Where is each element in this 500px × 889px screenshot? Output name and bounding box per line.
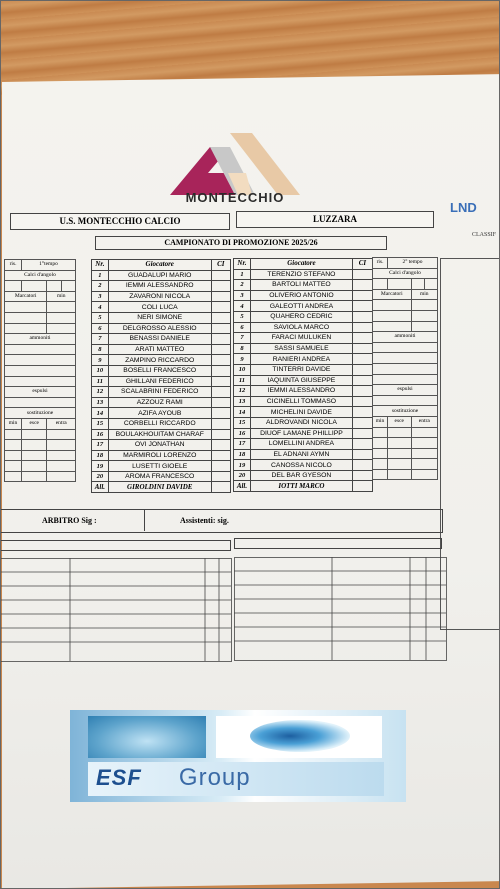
player-name: GHILLANI FEDERICO bbox=[108, 376, 211, 387]
player-row bbox=[92, 270, 231, 281]
player-name: OLIVERIO ANTONIO bbox=[250, 290, 352, 301]
classif-label: CLASSIF bbox=[472, 232, 497, 238]
player-number: 20 bbox=[92, 471, 109, 482]
expelled-label: espulsi bbox=[5, 387, 76, 398]
player-number: 20 bbox=[234, 470, 251, 481]
player-name: NERI SIMONE bbox=[108, 312, 211, 323]
player-row bbox=[92, 440, 231, 451]
corners-label: Calci d'angolo bbox=[5, 270, 76, 281]
player-number: 4 bbox=[92, 302, 109, 313]
player-row bbox=[234, 396, 373, 407]
sponsor-mark: ESF bbox=[96, 765, 142, 790]
player-name: LOMELLINI ANDREA bbox=[250, 439, 352, 450]
player-number: 11 bbox=[234, 375, 251, 386]
substitution-label: sostituzione bbox=[373, 406, 438, 417]
player-name: DIUOF LAMANE PHILLIPP bbox=[250, 428, 352, 439]
player-row bbox=[234, 364, 373, 375]
player-name: TINTERRI DAVIDE bbox=[250, 364, 352, 375]
minute-label: min bbox=[411, 289, 437, 300]
player-row bbox=[92, 302, 231, 313]
notes-box-right bbox=[234, 538, 442, 549]
player-ci bbox=[211, 302, 230, 313]
scorers-label: Marcatori bbox=[373, 289, 412, 300]
player-ci bbox=[352, 311, 372, 322]
championship-title: CAMPIONATO DI PROMOZIONE 2025/26 bbox=[95, 236, 387, 250]
player-ci bbox=[352, 375, 372, 386]
logo-wordmark: MONTECCHIO bbox=[185, 190, 285, 205]
player-number: 13 bbox=[92, 397, 109, 408]
player-number: 10 bbox=[92, 365, 109, 376]
player-ci bbox=[352, 460, 372, 471]
warned-label: ammoniti bbox=[373, 332, 438, 343]
player-row bbox=[234, 428, 373, 439]
player-number: 18 bbox=[92, 450, 109, 461]
player-header: Giocatore bbox=[250, 259, 352, 270]
player-ci bbox=[211, 270, 230, 281]
away-team-name: LUZZARA bbox=[236, 211, 434, 228]
substitution-label: sostituzione bbox=[5, 408, 76, 419]
player-name: BOSELLI FRANCESCO bbox=[108, 365, 211, 376]
nr-header: Nr. bbox=[234, 259, 251, 270]
player-name: ALDROVANDI NICOLA bbox=[250, 417, 352, 428]
player-name: SAVIOLA MARCO bbox=[250, 322, 352, 333]
player-ci bbox=[352, 333, 372, 344]
expelled-label: espulsi bbox=[373, 385, 438, 396]
player-number: 8 bbox=[92, 344, 109, 355]
player-number: 7 bbox=[92, 334, 109, 345]
sponsor-group-text: Group bbox=[178, 764, 251, 791]
player-ci bbox=[352, 407, 372, 418]
player-number: 6 bbox=[234, 322, 251, 333]
sub-minute-label: min bbox=[5, 418, 22, 429]
player-number: 19 bbox=[234, 460, 251, 471]
player-row bbox=[92, 397, 231, 408]
player-row bbox=[234, 333, 373, 344]
player-number: 1 bbox=[92, 270, 109, 281]
player-ci bbox=[211, 291, 230, 302]
player-number: 18 bbox=[234, 449, 251, 460]
player-ci bbox=[352, 290, 372, 301]
player-name: COLI LUCA bbox=[108, 302, 211, 313]
player-number: 15 bbox=[234, 417, 251, 428]
player-row bbox=[92, 312, 231, 323]
player-number: 13 bbox=[234, 396, 251, 407]
player-row bbox=[234, 301, 373, 312]
referee-label: ARBITRO Sig : bbox=[42, 516, 97, 525]
player-ci bbox=[352, 439, 372, 450]
player-ci bbox=[211, 387, 230, 398]
player-ci bbox=[352, 449, 372, 460]
player-number: 8 bbox=[234, 343, 251, 354]
player-name: GIROLDINI DAVIDE bbox=[108, 482, 211, 493]
player-number: 12 bbox=[234, 386, 251, 397]
player-name: OVI JONATHAN bbox=[108, 440, 211, 451]
scorers-label: Marcatori bbox=[5, 291, 47, 302]
player-row bbox=[234, 449, 373, 460]
player-ci bbox=[211, 344, 230, 355]
player-name: AZZOUZ RAMI bbox=[108, 397, 211, 408]
player-ci bbox=[211, 471, 230, 482]
player-name: TERENZIO STEFANO bbox=[250, 269, 352, 280]
nr-header: Nr. bbox=[92, 260, 109, 271]
player-name: GALEOTTI ANDREA bbox=[250, 301, 352, 312]
player-row bbox=[234, 470, 373, 481]
player-row bbox=[234, 481, 373, 492]
player-row bbox=[234, 375, 373, 386]
player-ci bbox=[352, 396, 372, 407]
player-ci bbox=[352, 364, 372, 375]
player-number: 12 bbox=[92, 387, 109, 398]
player-row bbox=[234, 386, 373, 397]
player-header: Giocatore bbox=[108, 260, 211, 271]
away-roster-table bbox=[233, 258, 373, 492]
player-name: SCALABRINI FEDERICO bbox=[108, 387, 211, 398]
player-name: IAQUINTA GIUSEPPE bbox=[250, 375, 352, 386]
player-number: 14 bbox=[234, 407, 251, 418]
ci-header: CI bbox=[352, 259, 372, 270]
player-ci bbox=[211, 440, 230, 451]
player-number: 7 bbox=[234, 333, 251, 344]
player-name: GUADALUPI MARIO bbox=[108, 270, 211, 281]
sub-out-label: esce bbox=[388, 416, 412, 427]
player-ci bbox=[352, 301, 372, 312]
player-name: FARACI MULUKEN bbox=[250, 333, 352, 344]
player-row bbox=[92, 365, 231, 376]
player-row bbox=[92, 355, 231, 366]
notes-box-left bbox=[0, 540, 231, 551]
player-ci bbox=[352, 269, 372, 280]
corners-label: Calci d'angolo bbox=[373, 268, 438, 279]
player-row bbox=[92, 408, 231, 419]
minute-label: min bbox=[47, 291, 76, 302]
player-number: 17 bbox=[92, 440, 109, 451]
warned-label: ammoniti bbox=[5, 334, 76, 345]
player-name: SASSI SAMUELE bbox=[250, 343, 352, 354]
player-name: AROMA FRANCESCO bbox=[108, 471, 211, 482]
player-row bbox=[234, 311, 373, 322]
player-ci bbox=[211, 334, 230, 345]
player-ci bbox=[211, 461, 230, 472]
player-row bbox=[92, 471, 231, 482]
player-name: IOTTI MARCO bbox=[250, 481, 352, 492]
player-name: ZAMPINO RICCARDO bbox=[108, 355, 211, 366]
player-ci bbox=[211, 376, 230, 387]
player-name: DEL BAR GYESON bbox=[250, 470, 352, 481]
player-ci bbox=[211, 450, 230, 461]
player-row bbox=[234, 343, 373, 354]
player-number: 9 bbox=[92, 355, 109, 366]
player-ci bbox=[211, 429, 230, 440]
away-side-panel bbox=[372, 257, 438, 480]
player-row bbox=[92, 291, 231, 302]
player-ci bbox=[352, 386, 372, 397]
assistants-label: Assistenti: sig. bbox=[180, 516, 229, 525]
player-row bbox=[92, 482, 231, 493]
player-ci bbox=[211, 365, 230, 376]
player-number: 14 bbox=[92, 408, 109, 419]
player-ci bbox=[352, 322, 372, 333]
player-row bbox=[92, 376, 231, 387]
player-number: 9 bbox=[234, 354, 251, 365]
player-number: All. bbox=[92, 482, 109, 493]
player-row bbox=[92, 461, 231, 472]
lower-grid-right bbox=[234, 557, 448, 661]
player-number: 5 bbox=[234, 311, 251, 322]
player-number: 16 bbox=[92, 429, 109, 440]
player-row bbox=[234, 407, 373, 418]
player-name: BARTOLI MATTEO bbox=[250, 280, 352, 291]
player-number: 17 bbox=[234, 439, 251, 450]
player-name: AZIFA AYOUB bbox=[108, 408, 211, 419]
player-number: 19 bbox=[92, 461, 109, 472]
player-number: 2 bbox=[92, 281, 109, 292]
player-row bbox=[92, 450, 231, 461]
player-ci bbox=[352, 343, 372, 354]
player-number: 11 bbox=[92, 376, 109, 387]
player-name: RANIERI ANDREA bbox=[250, 354, 352, 365]
player-row bbox=[234, 290, 373, 301]
sub-in-label: entra bbox=[411, 416, 437, 427]
sponsor-logo-text bbox=[96, 764, 251, 792]
player-row bbox=[92, 418, 231, 429]
player-name: MICHELINI DAVIDE bbox=[250, 407, 352, 418]
player-row bbox=[234, 280, 373, 291]
player-name: CANOSSA NICOLO bbox=[250, 460, 352, 471]
player-ci bbox=[211, 323, 230, 334]
player-number: 6 bbox=[92, 323, 109, 334]
player-ci bbox=[211, 397, 230, 408]
player-ci bbox=[352, 417, 372, 428]
player-number: 4 bbox=[234, 301, 251, 312]
player-row bbox=[234, 460, 373, 471]
player-name: DELGROSSO ALESSIO bbox=[108, 323, 211, 334]
player-name: IEMMI ALESSANDRO bbox=[250, 386, 352, 397]
player-number: 2 bbox=[234, 280, 251, 291]
player-ci bbox=[352, 354, 372, 365]
player-ci bbox=[211, 408, 230, 419]
player-row bbox=[234, 354, 373, 365]
player-row bbox=[92, 429, 231, 440]
player-row bbox=[92, 387, 231, 398]
player-row bbox=[234, 269, 373, 280]
player-name: ZAVARONI NICOLA bbox=[108, 291, 211, 302]
lnd-logo: LND bbox=[450, 200, 477, 215]
home-roster-table bbox=[91, 259, 231, 493]
player-row bbox=[234, 439, 373, 450]
result-label: ris. bbox=[5, 260, 22, 271]
water-drop-image bbox=[88, 716, 206, 758]
player-ci bbox=[211, 418, 230, 429]
player-ci bbox=[352, 481, 372, 492]
player-name: LUSETTI GIOELE bbox=[108, 461, 211, 472]
player-name: EL ADNANI AYMN bbox=[250, 449, 352, 460]
player-number: 10 bbox=[234, 364, 251, 375]
sub-in-label: entra bbox=[47, 418, 76, 429]
player-ci bbox=[352, 428, 372, 439]
sub-minute-label: min bbox=[373, 416, 388, 427]
player-ci bbox=[352, 280, 372, 291]
player-name: MARMIROLI LORENZO bbox=[108, 450, 211, 461]
player-number: 5 bbox=[92, 312, 109, 323]
half-label: 1°tempo bbox=[22, 260, 76, 271]
player-ci bbox=[211, 355, 230, 366]
player-name: BOULAKHOUITAM CHARAF bbox=[108, 429, 211, 440]
player-name: CICINELLI TOMMASO bbox=[250, 396, 352, 407]
player-name: IEMMI ALESSANDRO bbox=[108, 281, 211, 292]
player-name: QUAHERO CEDRIC bbox=[250, 311, 352, 322]
player-number: 1 bbox=[234, 269, 251, 280]
player-row bbox=[234, 322, 373, 333]
classification-grid bbox=[440, 258, 499, 630]
player-number: All. bbox=[234, 481, 251, 492]
player-ci bbox=[211, 482, 230, 493]
home-team-name: U.S. MONTECCHIO CALCIO bbox=[10, 213, 230, 230]
home-side-panel bbox=[4, 259, 76, 482]
player-row bbox=[92, 344, 231, 355]
sub-out-label: esce bbox=[22, 418, 47, 429]
lower-grid-left bbox=[0, 558, 232, 662]
referee-divider bbox=[144, 509, 145, 531]
water-swirl-image bbox=[250, 720, 350, 752]
player-ci bbox=[211, 281, 230, 292]
player-name: ARATI MATTEO bbox=[108, 344, 211, 355]
player-number: 16 bbox=[234, 428, 251, 439]
player-ci bbox=[211, 312, 230, 323]
player-number: 15 bbox=[92, 418, 109, 429]
player-ci bbox=[352, 470, 372, 481]
player-row bbox=[92, 334, 231, 345]
player-row bbox=[92, 281, 231, 292]
player-row bbox=[234, 417, 373, 428]
player-name: CORBELLI RICCARDO bbox=[108, 418, 211, 429]
player-number: 3 bbox=[234, 290, 251, 301]
player-row bbox=[92, 323, 231, 334]
player-name: BENASSI DANIELE bbox=[108, 334, 211, 345]
half-label: 2° tempo bbox=[388, 258, 438, 269]
ci-header: CI bbox=[211, 260, 230, 271]
player-number: 3 bbox=[92, 291, 109, 302]
result-label: ris. bbox=[373, 258, 388, 269]
